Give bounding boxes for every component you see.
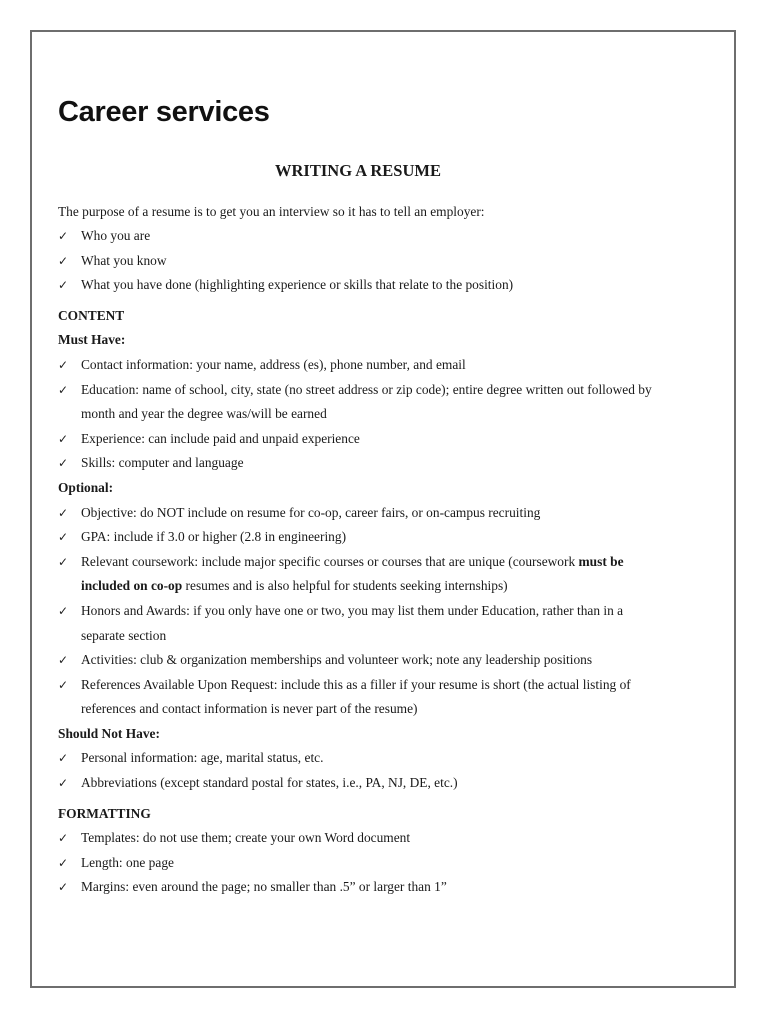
checkmark-icon: ✓: [58, 229, 69, 243]
optional-heading: Optional:: [58, 479, 114, 495]
intro-text: The purpose of a resume is to get you an interview so it has to tell an employer:: [58, 204, 485, 219]
list-item: ✓ Activities: club & organization memberships and volunteer work; note any leadership positions: [58, 648, 658, 673]
intro-list: [58, 224, 658, 298]
brand-heading: Career services: [58, 96, 270, 128]
checkmark-icon: ✓: [58, 505, 69, 520]
list-item: ✓ Templates: do not use them; create your own Word document: [58, 826, 658, 851]
formatting-list: [58, 826, 658, 900]
should-not-have-heading: Should Not Have:: [58, 725, 160, 741]
checkmark-icon: ✓: [58, 357, 69, 372]
should-not-have-list: [58, 746, 658, 795]
list-item: ✓ Margins: even around the page; no smaller than .5” or larger than 1”: [58, 875, 658, 900]
checkmark-icon: ✓: [58, 278, 69, 293]
checkmark-icon: ✓: [58, 831, 69, 846]
list-item: ✓ Experience: can include paid and unpaid experience: [58, 427, 658, 452]
list-item: ✓ Honors and Awards: if you only have one or two, you may list them under Education, rather than in a separate section: [58, 599, 658, 648]
formatting-heading: FORMATTING: [58, 805, 151, 821]
list-item: ✓ Abbreviations (except standard postal for states, i.e., PA, NJ, DE, etc.): [58, 771, 658, 796]
checkmark-icon: ✓: [58, 530, 69, 545]
must-have-heading: Must Have:: [58, 332, 126, 348]
list-item: ✓ References Available Upon Request: include this as a filler if your resume is short (the actual listing of references and contact information is never part of the resume): [58, 673, 658, 722]
checkmark-icon: ✓: [58, 751, 69, 766]
checkmark-icon: ✓: [58, 776, 69, 791]
optional-list: [58, 501, 658, 722]
must-have-list: [58, 353, 658, 476]
list-item: ✓ Personal information: age, marital status, etc.: [58, 746, 658, 771]
checkmark-icon: ✓: [58, 431, 69, 446]
list-item: ✓ Contact information: your name, address (es), phone number, and email: [58, 353, 658, 378]
list-item: ✓ Objective: do NOT include on resume for co-op, career fairs, or on-campus recruiting: [58, 501, 658, 526]
list-item: ✓ Education: name of school, city, state (no street address or zip code); entire degree written out followed by month and year the degree was/will be earned: [58, 378, 658, 427]
checkmark-icon: ✓: [58, 653, 69, 668]
list-item: ✓ GPA: include if 3.0 or higher (2.8 in engineering): [58, 525, 658, 550]
list-item: ✓ What you have done (highlighting experience or skills that relate to the position): [58, 273, 658, 298]
content-heading: CONTENT: [58, 307, 125, 323]
checkmark-icon: ✓: [58, 880, 69, 895]
checkmark-icon: ✓: [58, 554, 69, 569]
checkmark-icon: ✓: [58, 456, 69, 471]
document-body: [58, 92, 658, 900]
checkmark-icon: ✓: [58, 677, 69, 692]
checkmark-icon: ✓: [58, 603, 69, 618]
document-title: WRITING A RESUME: [275, 161, 441, 180]
list-item: ✓ Who you are: [58, 224, 658, 249]
checkmark-icon: ✓: [58, 382, 69, 397]
list-item: ✓ Relevant coursework: include major specific courses or courses that are unique (coursework must be included on co-op resumes and is also helpful for students seeking internships): [58, 550, 658, 599]
list-item: ✓ Skills: computer and language: [58, 451, 658, 476]
list-item: ✓ What you know: [58, 249, 658, 274]
list-item: ✓ Length: one page: [58, 851, 658, 876]
checkmark-icon: ✓: [58, 855, 69, 870]
checkmark-icon: ✓: [58, 253, 69, 268]
